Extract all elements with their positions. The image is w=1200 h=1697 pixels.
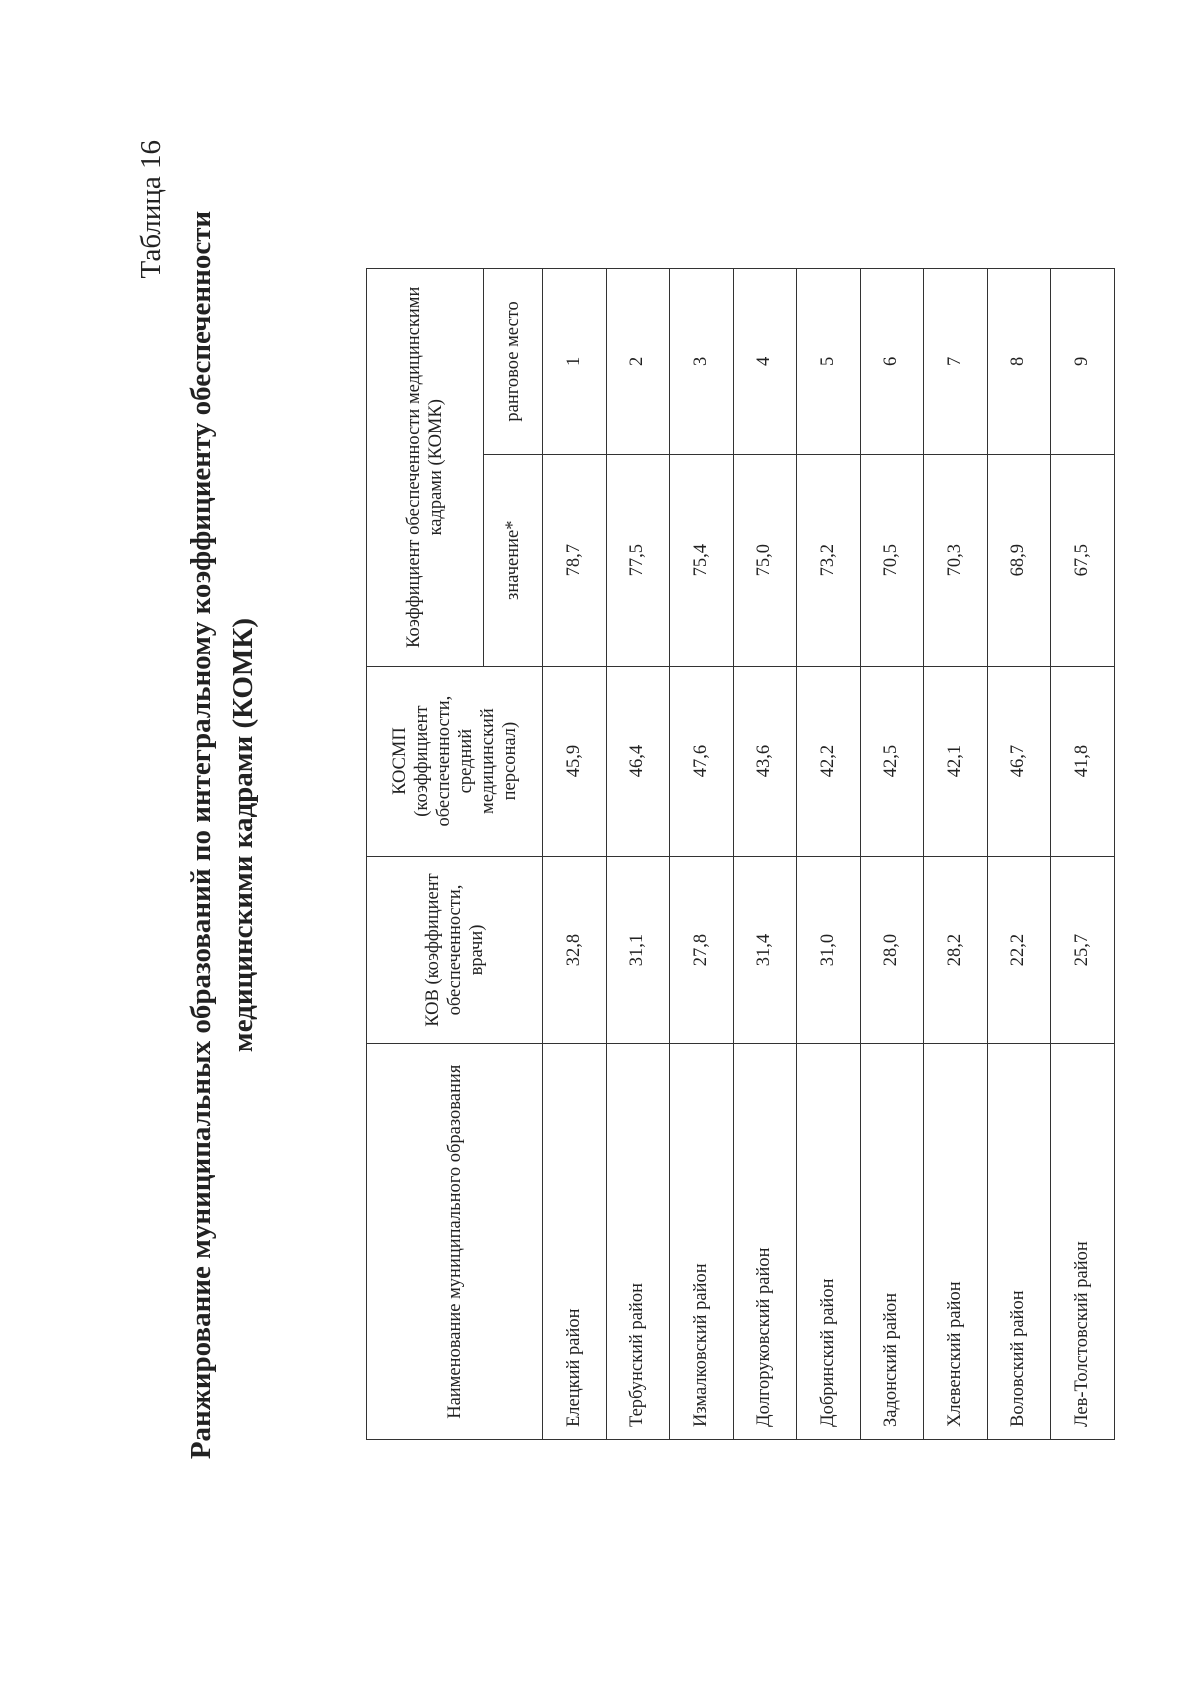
cell-kosmp: 42,1 [924,666,988,856]
cell-name: Тербунский район [606,1044,670,1440]
cell-rank: 8 [987,269,1051,455]
cell-name: Добринский район [797,1044,861,1440]
cell-kov: 25,7 [1051,856,1115,1044]
cell-value: 70,5 [860,454,924,666]
table-row [924,269,988,1440]
table-row [797,269,861,1440]
cell-value: 67,5 [1051,454,1115,666]
header-value: значение* [484,454,543,666]
cell-kosmp: 45,9 [543,666,607,856]
cell-name: Измалковский район [670,1044,734,1440]
cell-name: Лев-Толстовский район [1051,1044,1115,1440]
cell-value: 73,2 [797,454,861,666]
header-kov: КОВ (коэффициент обеспеченности, врачи) [367,856,543,1044]
table-title: Ранжирование муниципальных образований по интегральному коэффициенту обеспеченности медицинскими кадрами (КОМК) [185,210,259,1460]
cell-kov: 28,0 [860,856,924,1044]
cell-name: Долгоруковский район [733,1044,797,1440]
cell-kosmp: 41,8 [1051,666,1115,856]
table-row [987,269,1051,1440]
cell-kosmp: 43,6 [733,666,797,856]
cell-kosmp: 47,6 [670,666,734,856]
cell-kov: 28,2 [924,856,988,1044]
table-row [606,269,670,1440]
cell-value: 68,9 [987,454,1051,666]
cell-rank: 2 [606,269,670,455]
cell-kov: 31,0 [797,856,861,1044]
cell-kov: 32,8 [543,856,607,1044]
cell-value: 75,4 [670,454,734,666]
cell-value: 70,3 [924,454,988,666]
header-row [367,269,484,1440]
cell-name: Задонский район [860,1044,924,1440]
header-rank: ранговое место [484,269,543,455]
cell-kov: 27,8 [670,856,734,1044]
cell-kosmp: 42,2 [797,666,861,856]
cell-rank: 4 [733,269,797,455]
table-row [733,269,797,1440]
cell-rank: 1 [543,269,607,455]
cell-kosmp: 42,5 [860,666,924,856]
cell-value: 77,5 [606,454,670,666]
cell-kov: 31,1 [606,856,670,1044]
cell-name: Воловский район [987,1044,1051,1440]
cell-kosmp: 46,4 [606,666,670,856]
cell-rank: 5 [797,269,861,455]
cell-rank: 3 [670,269,734,455]
table-row [860,269,924,1440]
cell-rank: 9 [1051,269,1115,455]
cell-rank: 7 [924,269,988,455]
header-komk: Коэффициент обеспеченности медицинскими кадрами (КОМК) [367,269,484,667]
ranking-table [366,268,1115,1440]
cell-value: 78,7 [543,454,607,666]
cell-kov: 31,4 [733,856,797,1044]
header-name: Наименование муниципального образования [367,1044,543,1440]
table-row [1051,269,1115,1440]
table-row [543,269,607,1440]
cell-rank: 6 [860,269,924,455]
rotated-page [50,50,1150,1650]
header-kosmp: КОСМП (коэффициент обеспеченности, средний медицинский персонал) [367,666,543,856]
table-number: Таблица 16 [135,140,167,279]
cell-value: 75,0 [733,454,797,666]
cell-kov: 22,2 [987,856,1051,1044]
cell-name: Хлевенский район [924,1044,988,1440]
table-row [670,269,734,1440]
cell-kosmp: 46,7 [987,666,1051,856]
cell-name: Елецкий район [543,1044,607,1440]
